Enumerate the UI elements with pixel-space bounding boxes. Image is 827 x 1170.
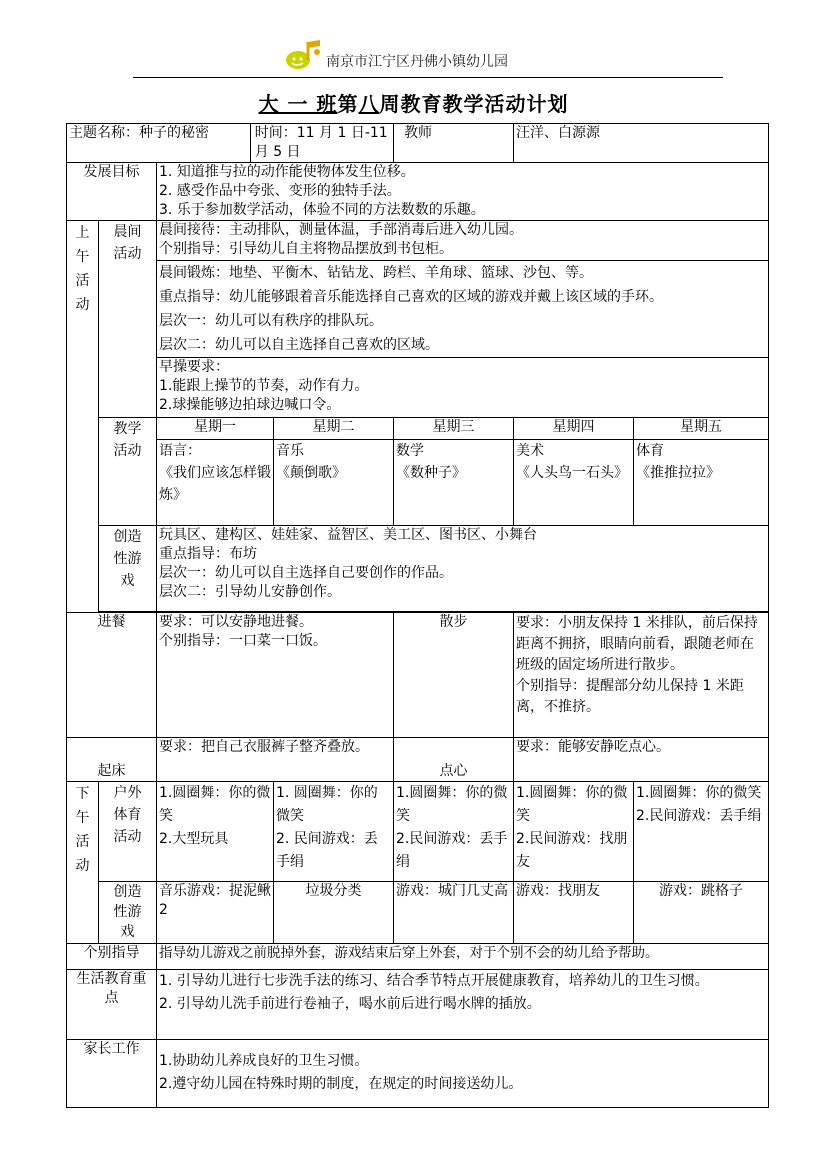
wake-content: 要求：把自己衣服裤子整齐叠放。 — [157, 738, 394, 782]
teacher-names: 汪洋、白源源 — [514, 124, 769, 163]
parents-label: 家长工作 — [67, 1040, 157, 1108]
reception-content — [157, 221, 769, 261]
teaching-wed: 数学 《数种子》 — [394, 440, 514, 526]
page-title — [0, 88, 827, 117]
am-section-label: 上 午 活 动 — [67, 221, 99, 613]
morning-label: 晨间 活动 — [99, 221, 157, 418]
meal-line: 要求：可以安静地进餐。 — [159, 614, 313, 630]
drill-row — [67, 358, 769, 418]
meal-content — [157, 613, 394, 738]
goals-row — [67, 163, 769, 221]
teaching-thu: 美术 《人头鸟一石头》 — [514, 440, 634, 526]
drill-line: 2.球操能够边拍球边喊口令。 — [159, 397, 341, 413]
music-note-smile-logo-icon — [284, 38, 324, 72]
title-suffix: 周教育教学活动计划 — [379, 92, 569, 116]
pm-creative-tue: 垃圾分类 — [274, 882, 394, 944]
parents-content — [157, 1040, 769, 1108]
theme-label: 主题名称：种子的秘密 — [69, 125, 209, 141]
outdoor-fri: 1.圆圈舞：你的微笑 2.民间游戏：丢手绢 — [634, 782, 769, 882]
parents-line: 2.遵守幼儿园在特殊时期的制度，在规定的时间接送幼儿。 — [159, 1076, 523, 1092]
school-name: 南京市江宁区丹佛小镇幼儿园 — [326, 54, 508, 70]
exercise-line: 晨间锻炼：地垫、平衡木、钻钻龙、跨栏、羊角球、篮球、沙包、等。 — [159, 265, 593, 281]
creative-line: 层次二：引导幼儿安静创作。 — [159, 584, 341, 600]
teaching-row — [67, 440, 769, 526]
drill-content — [157, 358, 769, 418]
teacher-label: 教师 — [404, 125, 433, 141]
individual-label: 个别指导 — [67, 944, 157, 970]
pm-outdoor-row — [67, 782, 769, 882]
parents-line: 1.协助幼儿养成良好的卫生习惯。 — [159, 1053, 369, 1069]
life-row — [67, 970, 769, 1040]
walk-line: 要求：小朋友保持 1 米排队，前后保持距离不拥挤，眼睛向前看，跟随老师在班级的固定场所进行散步。 — [516, 615, 758, 673]
pm-creative-fri: 游戏：跳格子 — [634, 882, 769, 944]
individual-content: 指导幼儿游戏之前脱掉外套，游戏结束后穿上外套，对于个别不会的幼儿给予帮助。 — [157, 944, 769, 970]
drill-line: 早操要求： — [159, 359, 229, 375]
outdoor-tue: 1. 圆圈舞：你的微笑 2. 民间游戏：丢手绢 — [274, 782, 394, 882]
weekday-thu: 星期四 — [514, 418, 634, 440]
meal-label: 进餐 — [67, 613, 157, 738]
outdoor-label: 户外 体育 活动 — [99, 782, 157, 882]
meal-row — [67, 613, 769, 738]
goal-item: 1. 知道推与拉的动作能使物体发生位移。 — [159, 164, 415, 180]
reception-line: 个别指导：引导幼儿自主将物品摆放到书包柜。 — [159, 241, 453, 257]
title-prefix: 第 — [337, 92, 359, 116]
exercise-line: 层次一：幼儿可以有秩序的排队玩。 — [159, 313, 383, 329]
creative-am-label: 创造 性游 戏 — [99, 526, 157, 612]
teaching-fri: 体育 《推推拉拉》 — [634, 440, 769, 526]
pm-section-label: 下 午 活 动 — [67, 782, 99, 944]
snack-content: 要求：能够安静吃点心。 — [514, 738, 769, 782]
goals-label: 发展目标 — [67, 163, 157, 221]
life-line: 2. 引导幼儿洗手前进行卷袖子，喝水前后进行喝水牌的插放。 — [159, 996, 541, 1012]
reception-row — [67, 221, 769, 261]
wake-row — [67, 738, 769, 782]
time-label: 时间：11 月 1 日-11 月 5 日 — [250, 124, 391, 162]
goals-content — [157, 163, 769, 221]
weekday-tue: 星期二 — [274, 418, 394, 440]
outdoor-mon: 1.圆圈舞：你的微笑 2.大型玩具 — [157, 782, 274, 882]
walk-line: 个别指导：提醒部分幼儿保持 1 米距离，不推挤。 — [516, 678, 744, 715]
life-content — [157, 970, 769, 1040]
pm-creative-thu: 游戏：找朋友 — [514, 882, 634, 944]
reception-line: 晨间接待：主动排队，测量体温，手部消毒后进入幼儿园。 — [159, 222, 523, 238]
drill-line: 1.能跟上操节的节奏，动作有力。 — [159, 378, 369, 394]
plan-table — [66, 123, 769, 1108]
class-name: 大 一 班 — [258, 92, 338, 116]
weekday-header-row — [67, 418, 769, 440]
exercise-row — [67, 261, 769, 358]
page-header — [0, 38, 827, 78]
creative-am-row — [67, 526, 769, 612]
header-divider — [133, 77, 723, 78]
walk-content — [514, 613, 769, 738]
creative-am-content — [157, 526, 769, 612]
teacher-cell — [394, 124, 514, 163]
exercise-content — [157, 261, 769, 358]
exercise-line: 层次二：幼儿可以自主选择自己喜欢的区域。 — [159, 337, 439, 353]
pm-creative-wed: 游戏：城门几丈高 — [394, 882, 514, 944]
pm-creative-row — [67, 882, 769, 944]
exercise-line: 重点指导：幼儿能够跟着音乐能选择自己喜欢的区域的游戏并戴上该区域的手环。 — [159, 289, 663, 305]
outdoor-wed: 1.圆圈舞：你的微笑 2.民间游戏：丢手绢 — [394, 782, 514, 882]
weekday-fri: 星期五 — [634, 418, 769, 440]
goal-item: 3. 乐于参加数学活动，体验不同的方法数数的乐趣。 — [159, 202, 485, 218]
creative-line: 重点指导：布坊 — [159, 546, 257, 562]
teaching-mon: 语言： 《我们应该怎样锻炼》 — [157, 440, 274, 526]
wake-label: 起床 — [67, 738, 157, 782]
teaching-tue: 音乐 《颠倒歌》 — [274, 440, 394, 526]
theme-cell — [67, 124, 394, 163]
snack-label: 点心 — [394, 738, 514, 782]
life-label: 生活教育重 点 — [67, 970, 157, 1040]
parents-row — [67, 1040, 769, 1108]
pm-creative-label: 创造 性游 戏 — [99, 882, 157, 944]
creative-line: 层次一：幼儿可以自主选择自己要创作的作品。 — [159, 565, 453, 581]
outdoor-thu: 1.圆圈舞：你的微笑 2.民间游戏：找朋友 — [514, 782, 634, 882]
weekday-mon: 星期一 — [157, 418, 274, 440]
walk-label: 散步 — [394, 613, 514, 738]
life-line: 1. 引导幼儿进行七步洗手法的练习、结合季节特点开展健康教育，培养幼儿的卫生习惯。 — [159, 973, 709, 989]
creative-line: 玩具区、建构区、娃娃家、益智区、美工区、图书区、小舞台 — [159, 527, 537, 543]
teaching-label: 教学 活动 — [99, 418, 157, 526]
week-number: 八 — [358, 92, 380, 116]
info-row — [67, 124, 769, 163]
goal-item: 2. 感受作品中夸张、变形的独特手法。 — [159, 183, 401, 199]
weekday-wed: 星期三 — [394, 418, 514, 440]
meal-line: 个别指导：一口菜一口饭。 — [159, 633, 327, 649]
individual-row — [67, 944, 769, 970]
pm-creative-mon: 音乐游戏：捉泥鳅 2 — [157, 882, 274, 944]
